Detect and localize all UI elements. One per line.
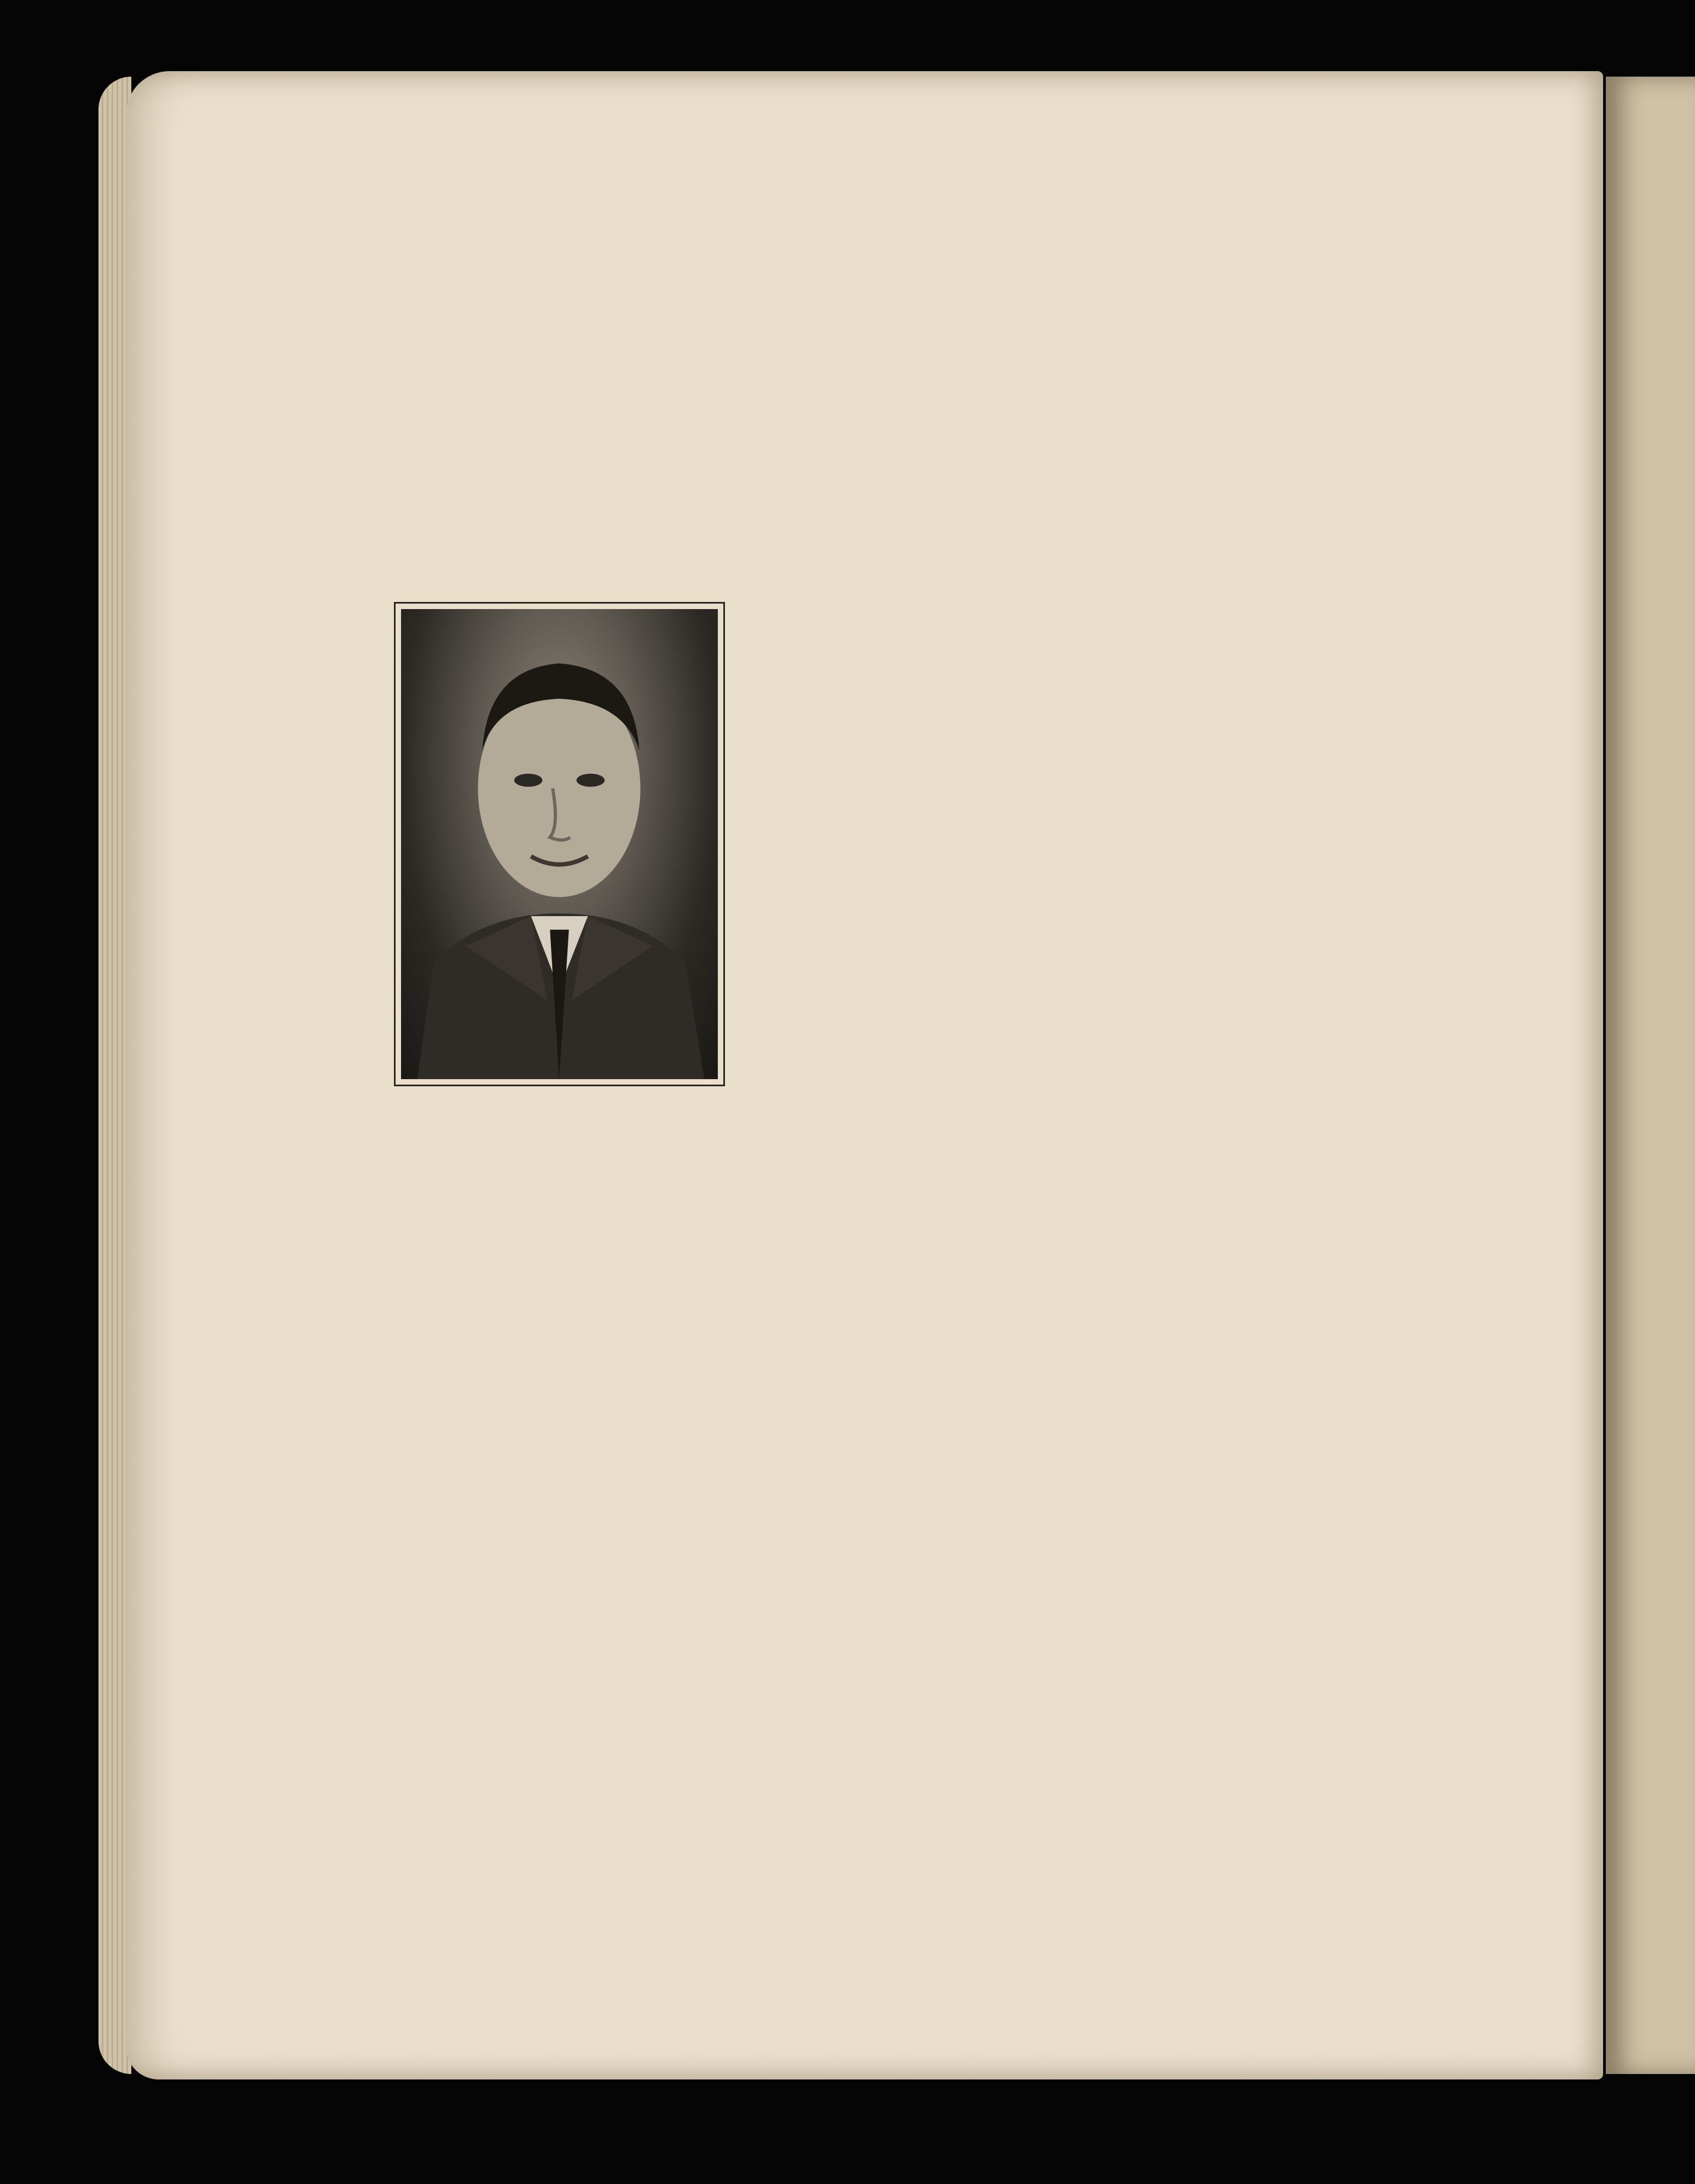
portrait-frame bbox=[394, 602, 725, 1086]
portrait-illustration bbox=[401, 609, 718, 1079]
facing-page-edge bbox=[1606, 77, 1695, 2074]
portrait-photo bbox=[401, 609, 718, 1079]
book-page bbox=[126, 71, 1603, 2079]
